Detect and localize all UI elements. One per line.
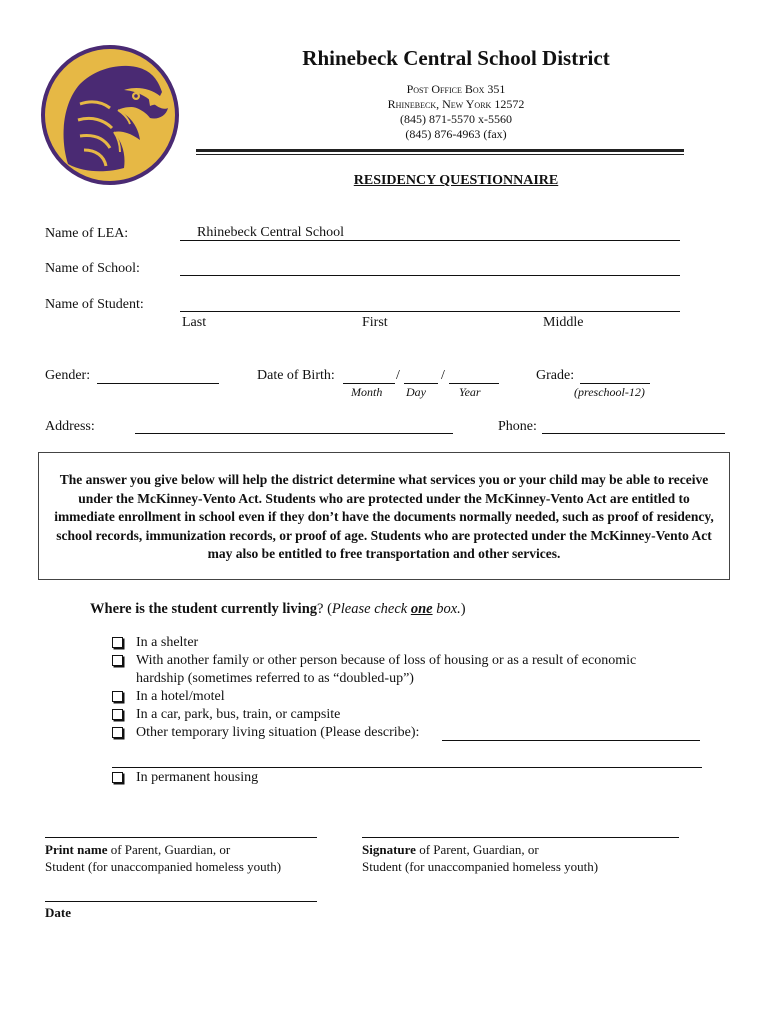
print-name-line[interactable]	[45, 837, 317, 838]
option-label: In permanent housing	[136, 770, 259, 785]
dob-part-year: Year	[459, 385, 481, 399]
question-instruction-after: box.	[436, 601, 461, 617]
dob-month-field[interactable]	[343, 383, 395, 384]
question-text: Where is the student currently living	[90, 601, 318, 617]
student-label: Name of Student:	[45, 297, 144, 312]
name-part-first: First	[362, 315, 388, 330]
date-label: Date	[45, 905, 71, 920]
header-rule-thick	[196, 149, 684, 152]
school-field[interactable]	[180, 275, 680, 276]
lea-label: Name of LEA:	[45, 226, 129, 241]
address-label: Address:	[45, 419, 95, 434]
question-instruction-before: Please check	[331, 601, 408, 617]
checkbox-icon[interactable]	[112, 709, 123, 720]
signature-caption	[362, 841, 598, 875]
living-options-list	[110, 634, 710, 742]
question-instruction-one: one	[410, 601, 433, 617]
print-name-caption	[45, 841, 281, 875]
option-label: With another family or other person because of loss of housing or as a result of economic hardship (sometimes referred to as “doubled-up”)	[136, 653, 637, 686]
option-label: Other temporary living situation (Please describe):	[136, 725, 420, 740]
phone-field[interactable]	[542, 433, 725, 434]
permanent-option-wrap	[110, 769, 710, 787]
district-logo-eagle	[40, 44, 180, 186]
gender-label: Gender:	[45, 368, 91, 383]
living-situation-question	[90, 601, 466, 618]
dob-year-field[interactable]	[449, 383, 499, 384]
option-permanent-housing[interactable]	[110, 769, 710, 787]
question-mark: ? (	[317, 601, 332, 617]
print-name-line2: Student (for unaccompanied homeless youth)	[45, 859, 282, 874]
address-line-2: Rhinebeck, New York 12572	[387, 97, 525, 111]
print-name-bold: Print name	[45, 842, 108, 857]
option-label: In a car, park, bus, train, or campsite	[136, 707, 341, 722]
address-line-1: Post Office Box 351	[406, 82, 506, 96]
student-name-field[interactable]	[180, 311, 680, 312]
dob-part-month: Month	[351, 385, 383, 399]
district-name: Rhinebeck Central School District	[302, 46, 610, 70]
option-car-park[interactable]	[110, 706, 710, 724]
mckinney-vento-notice: The answer you give below will help the district determine what services you or your child may be able to receive under the McKinney-Vento Act. Students who are protected under the McKinney-Vento Act are entitled to immediate enrollment in school even if they don’t have the documents normally needed, such as proof of residency, school records, immunization records, or proof of age. Students who are protected under the McKinney-Vento Act may also be entitled to free transportation and other services.	[38, 452, 730, 580]
signature-bold: Signature	[362, 842, 416, 857]
signature-line2: Student (for unaccompanied homeless youth)	[362, 859, 599, 874]
option-shelter[interactable]	[110, 634, 710, 652]
dob-part-day: Day	[406, 385, 426, 399]
signature-rest: of Parent, Guardian, or	[419, 842, 539, 857]
question-close: )	[460, 601, 466, 617]
signature-line[interactable]	[362, 837, 679, 838]
district-phone: (845) 871-5570 x-5560	[400, 112, 512, 126]
address-field[interactable]	[135, 433, 453, 434]
dob-separator-1: /	[396, 368, 400, 383]
checkbox-icon[interactable]	[112, 637, 123, 648]
grade-hint: (preschool-12)	[574, 385, 645, 399]
grade-field[interactable]	[580, 383, 650, 384]
district-fax: (845) 876-4963 (fax)	[405, 127, 507, 141]
checkbox-icon[interactable]	[112, 691, 123, 702]
option-hotel-motel[interactable]	[110, 688, 710, 706]
school-label: Name of School:	[45, 261, 140, 276]
other-describe-field[interactable]	[442, 740, 700, 741]
checkbox-icon[interactable]	[112, 655, 123, 666]
other-describe-field-line2[interactable]	[112, 767, 702, 768]
lea-value: Rhinebeck Central School	[197, 225, 344, 240]
print-name-rest: of Parent, Guardian, or	[110, 842, 231, 857]
gender-field[interactable]	[97, 383, 219, 384]
form-title: RESIDENCY QUESTIONNAIRE	[353, 173, 559, 188]
header-rule-thin	[196, 154, 684, 155]
name-part-middle: Middle	[543, 315, 584, 330]
dob-label: Date of Birth:	[257, 368, 335, 383]
name-part-last: Last	[182, 315, 207, 330]
dob-day-field[interactable]	[404, 383, 438, 384]
grade-label: Grade:	[536, 368, 575, 383]
phone-label: Phone:	[498, 419, 537, 434]
option-label: In a shelter	[136, 635, 199, 650]
option-label: In a hotel/motel	[136, 689, 225, 704]
date-line[interactable]	[45, 901, 317, 902]
checkbox-icon[interactable]	[112, 727, 123, 738]
checkbox-icon[interactable]	[112, 772, 123, 783]
dob-separator-2: /	[441, 368, 445, 383]
option-doubled-up[interactable]	[110, 652, 710, 688]
